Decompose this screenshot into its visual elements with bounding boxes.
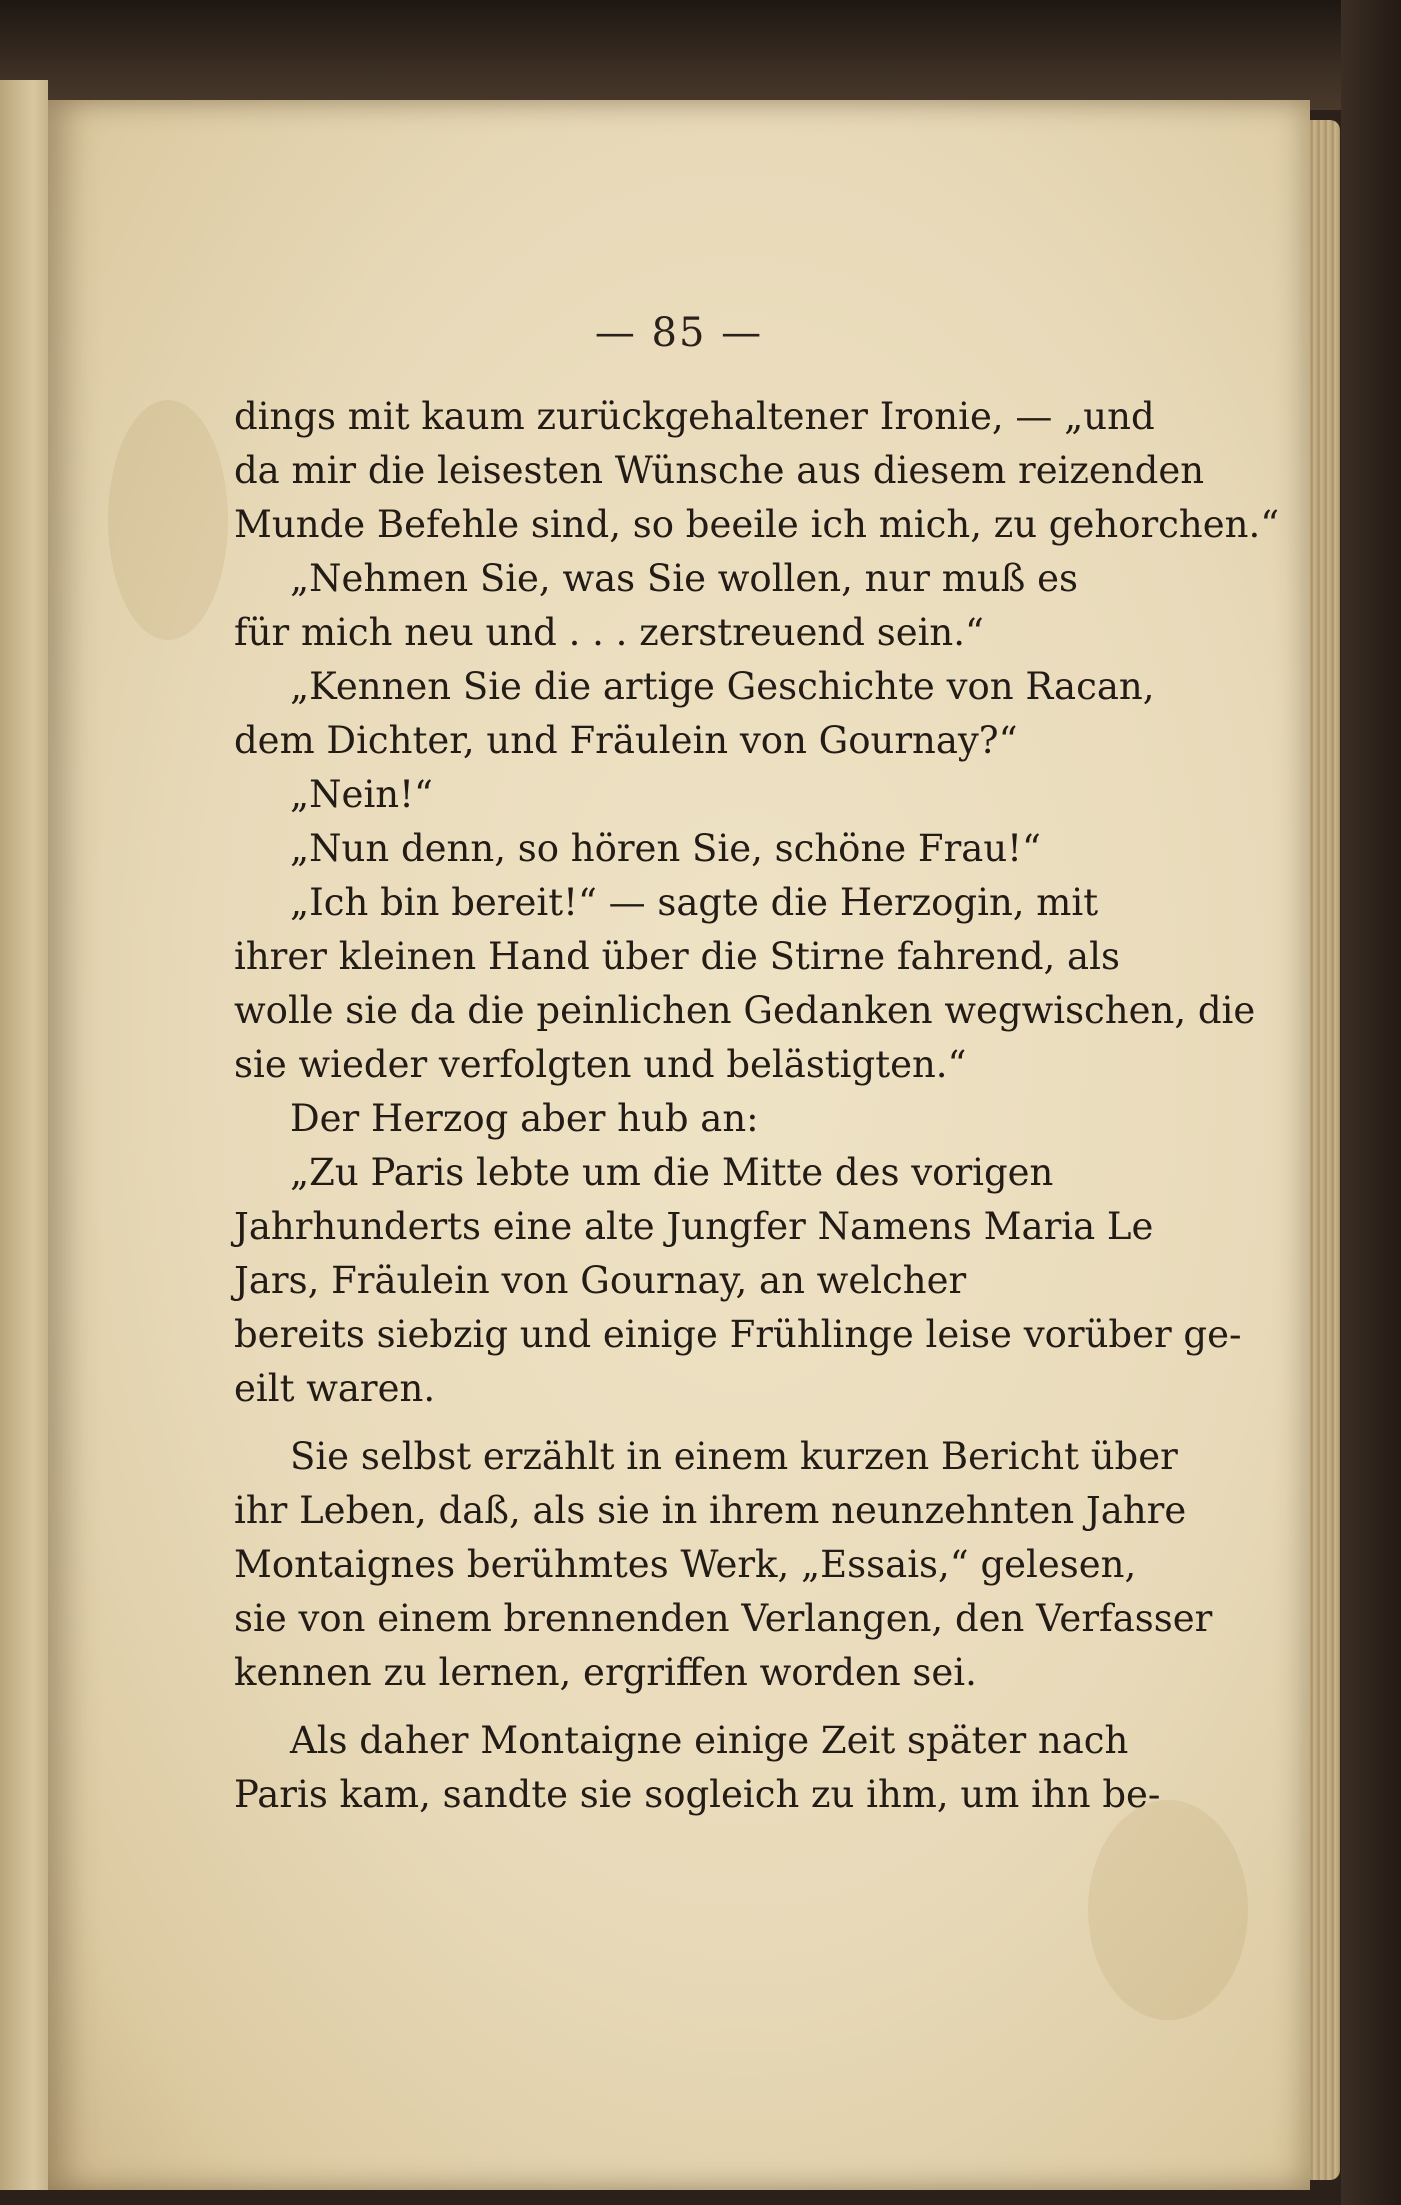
text-line: „Kennen Sie die artige Geschichte von Racan, xyxy=(290,665,1155,708)
text-line: ihrer kleinen Hand über die Stirne fahrend, als xyxy=(234,935,1120,978)
text-line: da mir die leisesten Wünsche aus diesem reizenden xyxy=(234,449,1205,492)
text-line: ihr Leben, daß, als sie in ihrem neunzehnten Jahre xyxy=(234,1489,1187,1532)
text-line: sie wieder verfolgten und belästigten.“ xyxy=(234,1043,967,1086)
text-line: dings mit kaum zurückgehaltener Ironie, — „und xyxy=(234,395,1155,438)
text-line: Montaignes berühmtes Werk, „Essais,“ gelesen, xyxy=(234,1543,1137,1586)
body-text xyxy=(234,390,1280,1822)
text-line: Sie selbst erzählt in einem kurzen Bericht über xyxy=(290,1435,1178,1478)
paragraph-gap xyxy=(234,1700,1174,1714)
text-line: „Zu Paris lebte um die Mitte des vorigen xyxy=(290,1151,1054,1194)
text-line: Als daher Montaigne einige Zeit später nach xyxy=(290,1719,1129,1762)
paper-stain xyxy=(1088,1800,1248,2020)
text-line: „Nun denn, so hören Sie, schöne Frau!“ xyxy=(290,827,1041,870)
text-line: eilt waren. xyxy=(234,1367,436,1410)
page-number: — 85 — xyxy=(594,310,764,356)
text-line: Munde Befehle sind, so beeile ich mich, zu gehorchen.“ xyxy=(234,503,1280,546)
text-line: wolle sie da die peinlichen Gedanken wegwischen, die xyxy=(234,989,1256,1032)
text-line: Paris kam, sandte sie sogleich zu ihm, um ihn be- xyxy=(234,1773,1161,1816)
left-page-edge xyxy=(0,80,48,2190)
text-line: bereits siebzig und einige Frühlinge leise vorüber ge- xyxy=(234,1313,1242,1356)
text-line: Jahrhunderts eine alte Jungfer Namens Maria Le xyxy=(234,1205,1154,1248)
text-line: sie von einem brennenden Verlangen, den Verfasser xyxy=(234,1597,1213,1640)
text-line: „Nein!“ xyxy=(290,773,433,816)
text-line: Der Herzog aber hub an: xyxy=(290,1097,759,1140)
text-line: „Nehmen Sie, was Sie wollen, nur muß es xyxy=(290,557,1079,600)
text-line: kennen zu lernen, ergriffen worden sei. xyxy=(234,1651,977,1694)
text-line: dem Dichter, und Fräulein von Gournay?“ xyxy=(234,719,1018,762)
book-cover-right xyxy=(1341,0,1401,2205)
book-page xyxy=(48,100,1310,2190)
book-cover-top xyxy=(0,0,1401,110)
text-line: „Ich bin bereit!“ — sagte die Herzogin, mit xyxy=(290,881,1099,924)
paper-stain xyxy=(108,400,228,640)
text-line: Jars, Fräulein von Gournay, an welcher xyxy=(234,1259,967,1302)
paragraph-gap xyxy=(234,1416,1174,1430)
text-line: für mich neu und . . . zerstreuend sein.“ xyxy=(234,611,984,654)
